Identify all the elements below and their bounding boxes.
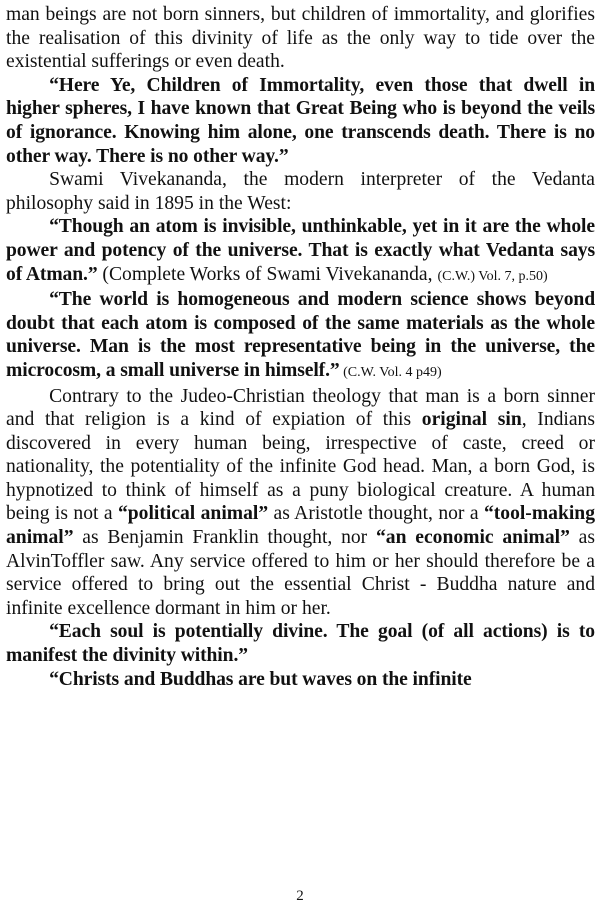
- microcosm-quote: “The world is homogeneous and modern science shows beyond doubt that each atom is composed of the same materials as the whole universe. Man is the most representative being in the universe, the microcosm, a small universe in himself.”: [6, 289, 595, 381]
- christs-buddhas-quote: “Christs and Buddhas are but waves on the infinite: [49, 668, 472, 690]
- emphasis-original-sin: original sin: [421, 409, 522, 431]
- body-text: [6, 3, 595, 691]
- paragraph-original-sin: [6, 385, 595, 621]
- microcosm-quote-paragraph: [6, 288, 595, 384]
- atom-quote: “Though an atom is invisible, unthinkable, yet in it are the whole power and potency of the universe. That is exactly what Vedanta says of Atman.”: [6, 216, 595, 285]
- paragraph-opening: man beings are not born sinners, but children of immortality, and glorifies the realisation of this divinity of life as the only way to tide over the existential sufferings or even death.: [6, 4, 595, 73]
- atom-quote-source: (Complete Works of Swami Vivekananda,: [97, 263, 438, 285]
- emphasis-tool-making-animal: “tool-making animal”: [6, 503, 595, 549]
- emphasis-economic-animal: “an economic animal”: [375, 527, 570, 549]
- text-run: as AlvinToffler saw. Any service offered to him or her should therefore be a service offered to bring out the essential Christ - Buddha nature and infinite excellence dormant in him or her.: [6, 527, 595, 619]
- emphasis-political-animal: “political animal”: [117, 503, 269, 525]
- text-run: Contrary to the Judeo-Christian theology that man is a born sinner and that religion is a kind of expiation of this: [6, 385, 595, 431]
- atom-quote-reference: (C.W.) Vol. 7, p.50): [437, 268, 548, 284]
- text-run: , Indians discovered in every human being, irrespective of caste, creed or nationality, the potentiality of the infinite God head. Man, a born God, is hypnotized to think of himself as a puny biological creature. A human being is not a: [6, 409, 595, 525]
- atom-quote-paragraph: [6, 215, 595, 288]
- paragraph-vivekananda-intro: Swami Vivekananda, the modern interpreter of the Vedanta philosophy said in 1895 in the West:: [6, 169, 595, 214]
- upanishad-quote: “Here Ye, Children of Immortality, even those that dwell in higher spheres, I have known that Great Being who is beyond the veils of ignorance. Knowing him alone, one transcends death. There is no other way. There is no other way.”: [6, 74, 595, 167]
- page-number: 2: [296, 888, 304, 904]
- microcosm-quote-reference: (C.W. Vol. 4 p49): [339, 364, 442, 380]
- text-run: as Aristotle thought, nor a: [268, 503, 484, 525]
- text-run: as Benjamin Franklin thought, nor: [73, 527, 376, 549]
- divinity-quote: “Each soul is potentially divine. The goal (of all actions) is to manifest the divinity within.”: [6, 621, 595, 667]
